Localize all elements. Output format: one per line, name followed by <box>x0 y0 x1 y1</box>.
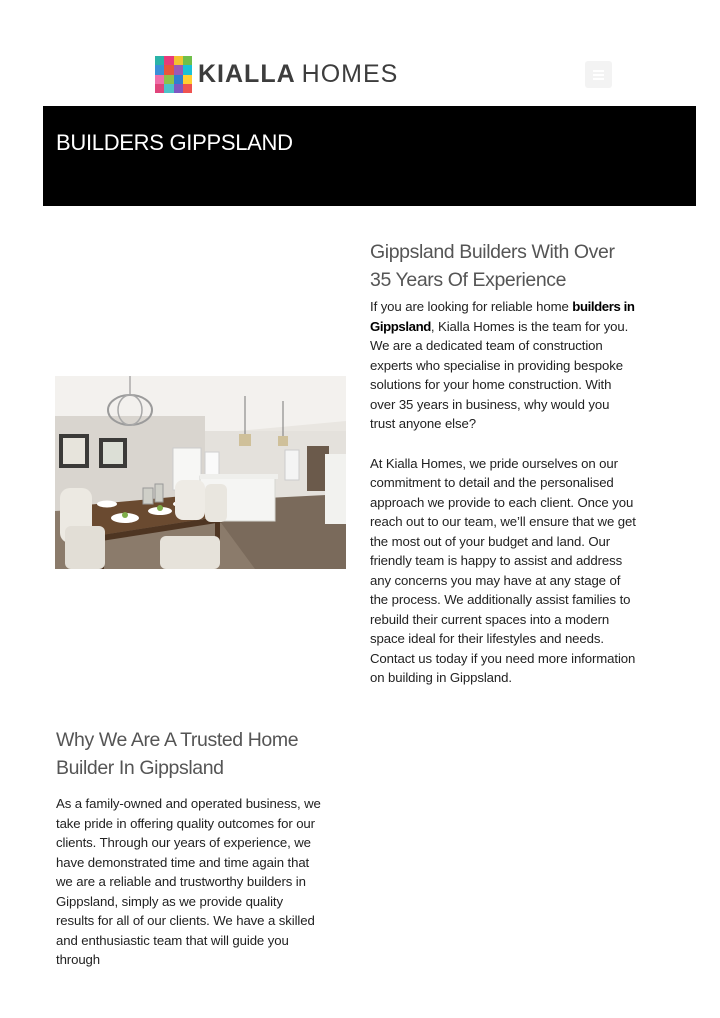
hamburger-menu-icon <box>593 70 604 72</box>
logo-tile <box>174 65 183 74</box>
logo-tile <box>155 65 164 74</box>
hamburger-line <box>593 78 604 80</box>
logo-tile <box>174 75 183 84</box>
logo-tile <box>155 84 164 93</box>
hamburger-line <box>593 74 604 76</box>
intro-text-after: , Kialla Homes is the team for you. We are a dedicated team of construction experts who specialise in providing bespoke solutions for your home construction. With over 35 years in business, why would you trust anyone else? <box>370 318 629 431</box>
logo-mosaic-icon <box>155 56 192 93</box>
intro-paragraph-1 <box>370 297 638 434</box>
logo-tile <box>174 84 183 93</box>
page-title: BUILDERS GIPPSLAND <box>56 130 293 155</box>
logo-tile <box>183 75 192 84</box>
site-header <box>0 0 720 106</box>
logo-tile <box>164 56 173 65</box>
logo-tile <box>164 84 173 93</box>
intro-text-before: If you are looking for reliable home <box>370 299 573 314</box>
site-logo[interactable] <box>155 56 398 93</box>
menu-toggle-button[interactable] <box>585 61 612 88</box>
logo-tile <box>174 56 183 65</box>
logo-wordmark <box>198 60 398 89</box>
intro-heading: Gippsland Builders With Over 35 Years Of Experience <box>370 241 615 291</box>
logo-tile <box>183 84 192 93</box>
trusted-section <box>56 726 324 970</box>
logo-suffix: HOMES <box>301 60 399 88</box>
builders-gippsland-link[interactable]: builders in Gippsland <box>370 299 635 334</box>
intro-section <box>370 238 638 688</box>
logo-tile <box>183 65 192 74</box>
dining-kitchen-photo <box>55 376 346 569</box>
intro-paragraph-2: At Kialla Homes, we pride ourselves on our commitment to detail and the personalised approach we provide to each client. Once you reach out to our team, we’ll ensure that we get the most out of your budget and land. Our friendly team is happy to assist and address any concerns you may have at any stage of the process. We additionally assist families to rebuild their current spaces into a modern space ideal for their lifestyles and needs. Contact us today if you need more information on building in Gippsland. <box>370 455 636 685</box>
logo-tile <box>164 75 173 84</box>
trusted-heading: Why We Are A Trusted Home Builder In Gippsland <box>56 729 299 779</box>
logo-tile <box>155 75 164 84</box>
trusted-paragraph-1: As a family-owned and operated business, we take pride in offering quality outcomes for our clients. Through our years of experience, we have demonstrated time and time again that we are a reliable and trustworthy builders in Gippsland, simply as we provide quality results for all of our clients. We have a skilled and enthusiastic team that will guide you through <box>56 796 321 967</box>
logo-name: KIALLA <box>198 60 296 88</box>
logo-tile <box>155 56 164 65</box>
logo-tile <box>164 65 173 74</box>
page-banner <box>43 106 696 206</box>
logo-tile <box>183 56 192 65</box>
